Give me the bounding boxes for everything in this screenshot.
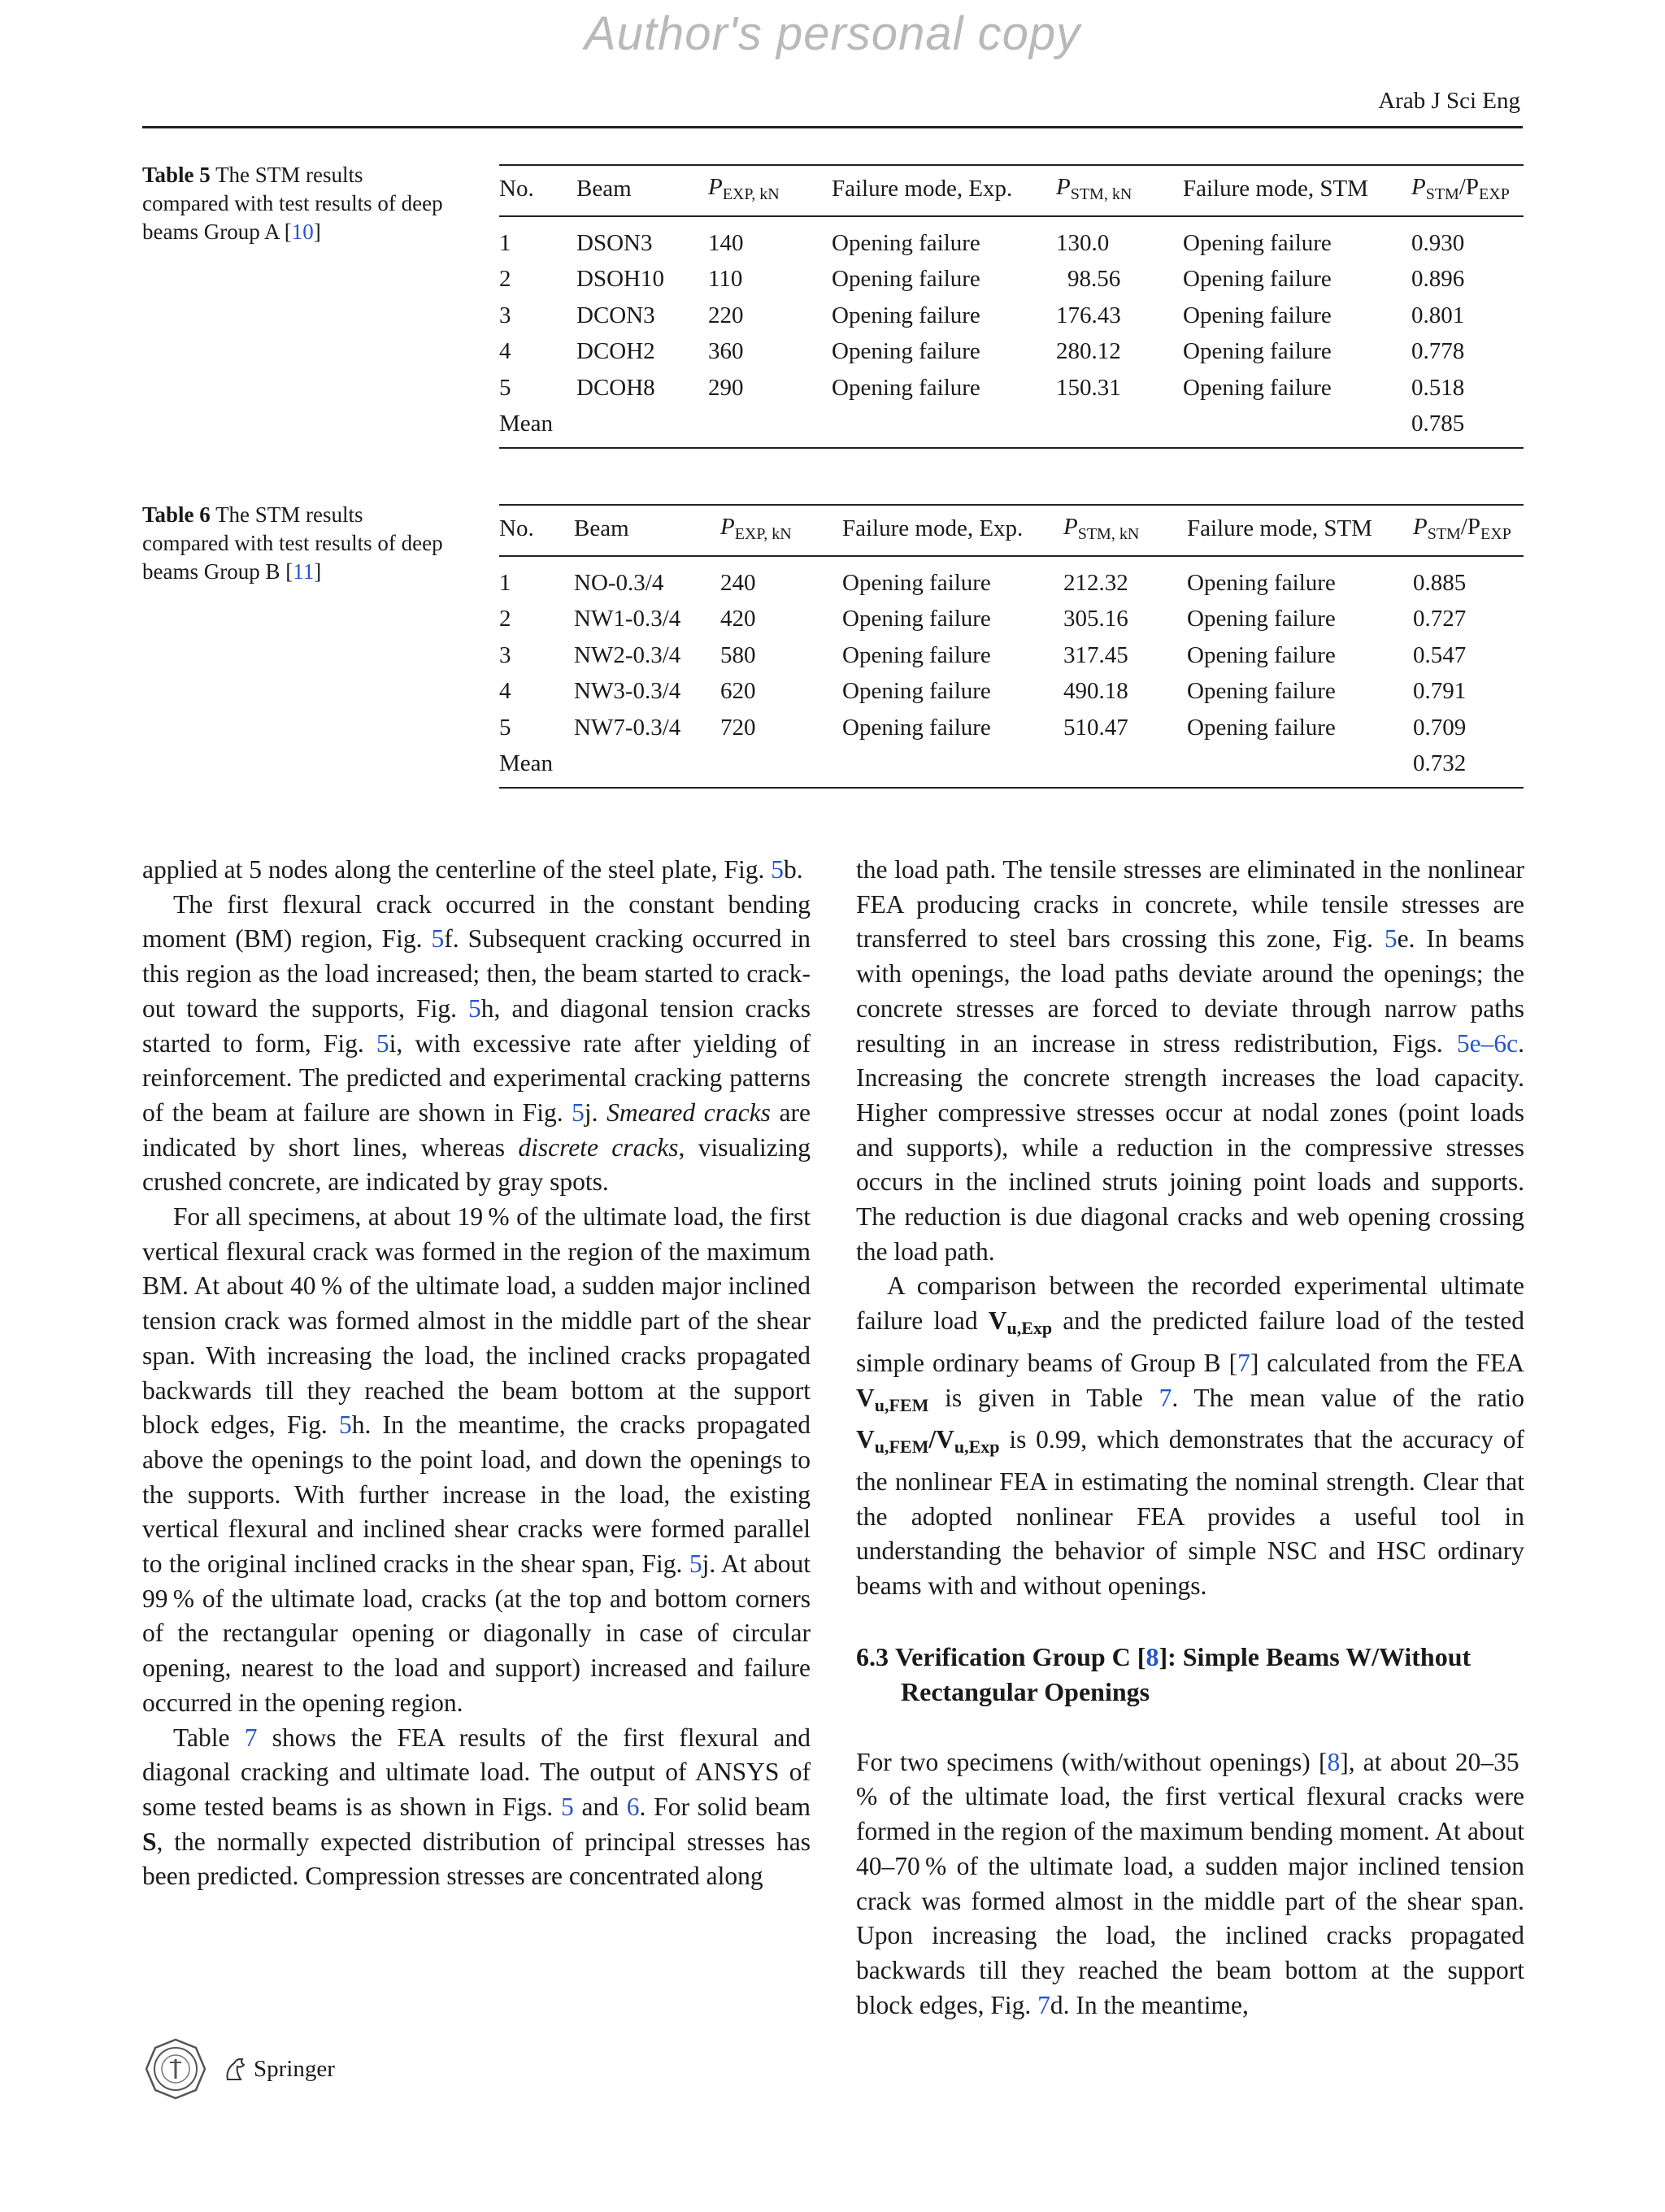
header-failure-exp: Failure mode, Exp. [832,165,1056,216]
paragraph: the load path. The tensile stresses are eliminated in the nonlinear FEA producing cracks in concrete, while tensile stresses are transferred to steel bars crossing this zone, Fig. 5e. In beams with openings, the load paths deviate around the openings; the concrete stresses are forced to deviate through narrow paths resulting in an increase in stress redistribution, Figs. 5e–6c. Increasing the concrete strength increases the load capacity. Higher compressive stresses occur at nodal zones (point loads and supports), while a reduction in the compressive stresses occurs in the inclined struts joining point loads and supports. The reduction is due diagonal cracks and web opening crossing the load path. [856,855,1524,1266]
citation-link[interactable]: 8 [1327,1747,1341,1776]
table6-label: Table 6 [142,502,211,527]
table-row: 2 NW1-0.3/4 420 Opening failure 305.16 Opening failure 0.727 [499,606,1467,632]
paragraph: Table 7 shows the FEA results of the first flexural and diagonal cracking and ultimate load. The output of ANSYS of some tested beams is as shown in Figs. 5 and 6. For solid beam S, the normally expected distribution of principal stresses has been predicted. Compression stresses are concentrated along [142,1723,811,1891]
publisher-name: Springer [254,2055,335,2082]
figure-link[interactable]: 5 [771,855,785,884]
citation-link[interactable]: 8 [1146,1641,1159,1671]
figure-link[interactable]: 5 [689,1549,702,1579]
paragraph: For two specimens (with/without openings) [8], at about 20–35 % of the ultimate load, the first vertical flexural cracks were formed in the region of the maximum bending moment. At about 40–70 % of the ultimate load, a sudden major inclined tension crack was formed almost in the middle part of the shear span. Upon increasing the load, the inclined cracks propagated backwards till they reached the beam bottom at the support block edges, Fig. 7d. In the meantime, [856,1747,1524,2019]
header-pexp: $P_{EXP, kN}$ [720,505,842,556]
table6-caption-text: The STM results compared with test results of deep beams Group B [ [142,502,443,584]
table-row: 1 NO-0.3/4 240 Opening failure 212.32 Opening failure 0.885 [499,569,1467,596]
paragraph: A comparison between the recorded experimental ultimate failure load Vu,Exp and the predicted failure load of the tested simple ordinary beams of Group B [7] calculated from the FEA Vu,FEM is given in Table 7. The mean value of the ratio Vu,FEM/Vu,Exp is 0.99, which demonstrates that the accuracy of the nonlinear FEA in estimating the nominal strength. Clear that the adopted nonlinear FEA provides a useful tool in understanding the behavior of simple NSC and HSC ordinary beams with and without openings. [856,1271,1525,1601]
table5-header-row [499,165,1524,216]
table-row: 1 DSON3 140 Opening failure 130.0 Opening failure 0.930 [499,229,1465,256]
citation-link[interactable]: 7 [1237,1348,1250,1377]
header-pstm: $P_{STM, kN}$ [1063,505,1187,556]
figure-link[interactable]: 5 [468,993,481,1023]
footer [145,2038,335,2100]
table-link[interactable]: 7 [1159,1383,1172,1412]
table6-header-row [499,505,1524,556]
header-beam: Beam [576,165,708,216]
springer-horse-icon [223,2055,247,2083]
figure-link[interactable]: 5 [560,1792,574,1821]
right-column [856,853,1524,2023]
table-row: 4 DCOH2 360 Opening failure 280.12 Opening failure 0.778 [499,338,1465,365]
header-beam: Beam [574,505,720,556]
paragraph: applied at 5 nodes along the centerline of the steel plate, Fig. 5b. [142,855,803,884]
left-column [142,853,811,1894]
header-pstm: $P_{STM, kN}$ [1056,165,1183,216]
watermark: Author's personal copy [584,7,1081,60]
table6-caption: Table 6 The STM results compared with test results of deep beams Group B [11] [142,502,443,584]
header-no: No. [499,165,576,216]
figure-link[interactable]: 5 [431,924,445,954]
table-row: 5 DCOH8 290 Opening failure 150.31 Opening failure 0.518 [499,374,1465,401]
figure-link[interactable]: 5 [338,1410,352,1440]
header-failure-stm: Failure mode, STM [1187,505,1413,556]
table6 [499,504,1524,789]
table5-caption: Table 5 The STM results compared with test results of deep beams Group A [10] [142,163,443,244]
header-failure-exp: Failure mode, Exp. [842,505,1063,556]
table5 [499,164,1524,449]
table5-mean-row: Mean 0.785 [499,406,1524,449]
figure-link[interactable]: 5 [572,1097,585,1127]
figure-link[interactable]: 5 [376,1028,389,1058]
section-heading: 6.3 Verification Group C [8]: Simple Beams W/Without Rectangular Openings [856,1641,1472,1706]
header-failure-stm: Failure mode, STM [1183,165,1411,216]
figure-link[interactable]: 7 [1037,1990,1050,2019]
header-pexp: $P_{EXP, kN}$ [708,165,832,216]
table-link[interactable]: 7 [244,1723,258,1752]
table-row: 3 DCON3 220 Opening failure 176.43 Opening failure 0.801 [499,302,1465,328]
figure-link[interactable]: 5e–6c [1456,1028,1519,1058]
table6-mean-row: Mean 0.732 [499,746,1524,789]
header-ratio: $P_{STM}/P_{EXP}$ [1413,505,1524,556]
table5-label: Table 5 [142,163,211,187]
table-row: 2 DSOH10 110 Opening failure 98.56 Opening failure 0.896 [499,266,1465,293]
table5-citation-link[interactable]: 10 [291,219,314,244]
table6-citation-link[interactable]: 11 [293,559,315,584]
table-row: 5 NW7-0.3/4 720 Opening failure 510.47 Opening failure 0.709 [499,714,1467,741]
table-row: 4 NW3-0.3/4 620 Opening failure 490.18 Opening failure 0.791 [499,678,1467,705]
header-ratio: $P_{STM}/P_{EXP}$ [1411,165,1524,216]
figure-link[interactable]: 5 [1384,924,1398,954]
paragraph: For all specimens, at about 19 % of the ultimate load, the first vertical flexural crack was formed in the region of the maximum BM. At about 40 % of the ultimate load, a sudden major inclined tension crack was formed almost in the middle part of the shear span. With increasing the load, the inclined cracks propagated backwards till they reached the beam bottom at the support block edges, Fig. 5h. In the meantime, the cracks propagated above the openings to the point load, and down the openings to the supports. With further increase in the load, the existing vertical flexural and inclined shear cracks were formed parallel to the original inclined cracks in the shear span, Fig. 5j. At about 99 % of the ultimate load, cracks (at the top and bottom corners of the rectangular opening or diagonally in case of circular opening, nearest to the load and support) increased and failure occurred in the opening region. [142,1202,811,1717]
paragraph: The first flexural crack occurred in the constant bending moment (BM) region, Fig. 5f. Subsequent cracking occurred in this region as the load increased; then, the beam started to crack-out toward the supports, Fig. 5h, and diagonal tension cracks started to form, Fig. 5i, with excessive rate after yielding of reinforcement. The predicted and experimental cracking patterns of the beam at failure are shown in Fig. 5j. Smeared cracks are indicated by short lines, whereas discrete cracks, visualizing crushed concrete, are indicated by gray spots. [142,889,811,1197]
journal-name: Arab J Sci Eng [1378,88,1520,114]
table5-caption-text: The STM results compared with test results of deep beams Group A [ [142,163,443,244]
table-row: 3 NW2-0.3/4 580 Opening failure 317.45 Opening failure 0.547 [499,641,1467,668]
header-rule [142,126,1523,128]
figure-link[interactable]: 6 [626,1792,640,1821]
journal-seal-icon [145,2038,206,2100]
header-no: No. [499,505,574,556]
